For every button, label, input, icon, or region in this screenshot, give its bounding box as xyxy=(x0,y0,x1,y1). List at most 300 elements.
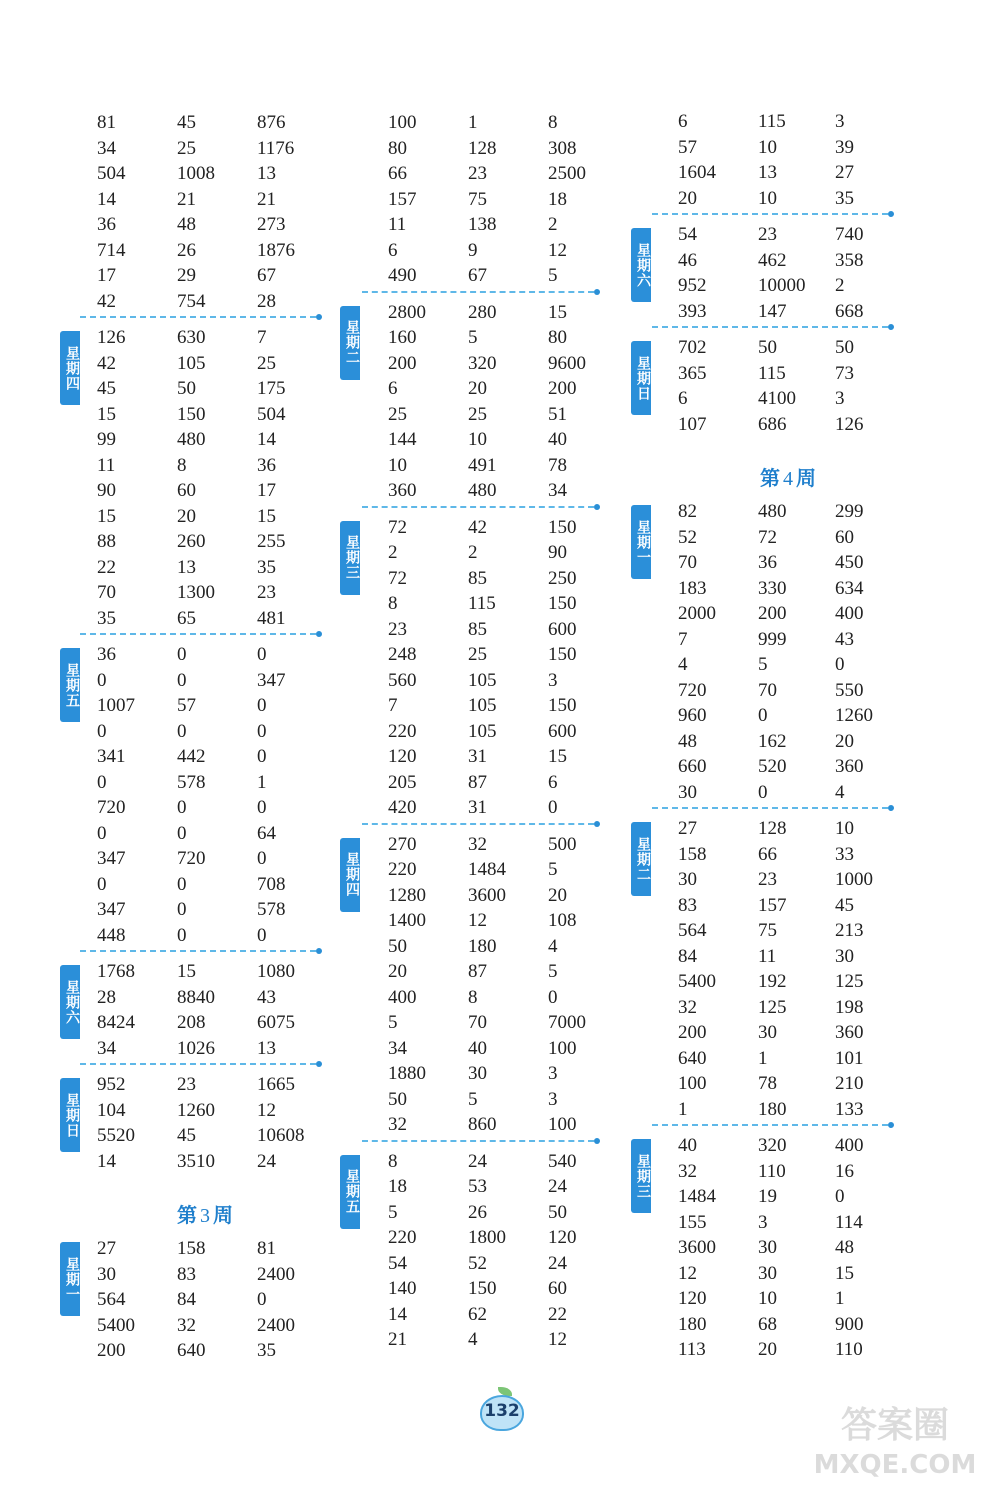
answer-value: 43 xyxy=(257,986,276,1008)
weekday-tab: 星期五 xyxy=(340,1155,360,1229)
answer-value: 54 xyxy=(678,224,697,245)
answer-value: 160 xyxy=(388,327,417,348)
answer-row xyxy=(97,161,317,186)
answer-row xyxy=(97,1236,317,1261)
answer-value: 5520 xyxy=(97,1125,135,1146)
answer-value: 3600 xyxy=(678,1237,716,1258)
answer-value: 25 xyxy=(257,352,276,374)
weekday-tab: 星期三 xyxy=(631,1139,651,1213)
answer-value: 52 xyxy=(468,1252,487,1274)
answer-value: 26 xyxy=(468,1201,487,1223)
answer-value: 40 xyxy=(678,1135,697,1156)
answer-value: 754 xyxy=(177,290,206,312)
answer-row xyxy=(388,351,608,376)
answer-value: 23 xyxy=(758,224,777,245)
answer-value: 1176 xyxy=(257,137,295,159)
answer-value: 480 xyxy=(758,501,787,522)
answer-value: 6 xyxy=(548,771,558,793)
answer-value: 480 xyxy=(468,480,497,501)
answer-row xyxy=(678,1097,898,1122)
answer-row xyxy=(97,1338,317,1363)
answer-row xyxy=(388,1036,608,1061)
answer-value: 175 xyxy=(257,378,286,399)
answer-value: 12 xyxy=(548,1329,567,1350)
answer-value: 634 xyxy=(835,577,864,599)
answer-row xyxy=(97,212,317,237)
answer-value: 8 xyxy=(548,112,558,133)
answer-row xyxy=(97,1098,317,1123)
answer-row xyxy=(388,1200,608,1225)
answer-row xyxy=(97,642,317,667)
answer-value: 26 xyxy=(177,239,196,261)
answer-value: 192 xyxy=(758,971,787,992)
answer-value: 120 xyxy=(388,746,417,767)
answer-value: 3 xyxy=(548,669,558,691)
answer-row xyxy=(678,627,898,652)
answer-value: 720 xyxy=(678,679,707,701)
answer-row xyxy=(388,719,608,744)
answer-row xyxy=(678,842,898,867)
answer-row xyxy=(97,1149,317,1174)
answer-value: 133 xyxy=(835,1098,864,1120)
answer-row xyxy=(678,412,898,437)
answer-row xyxy=(388,908,608,933)
answer-row xyxy=(97,959,317,984)
answer-value: 1604 xyxy=(678,162,716,183)
answer-row xyxy=(678,1337,898,1362)
answer-value: 200 xyxy=(548,378,577,399)
answer-value: 10 xyxy=(835,818,854,839)
answer-value: 200 xyxy=(97,1340,126,1361)
answer-value: 1080 xyxy=(257,961,295,982)
weekday-tab: 星期四 xyxy=(340,838,360,912)
answer-value: 15 xyxy=(548,301,567,323)
answer-value: 273 xyxy=(257,214,286,235)
answer-value: 15 xyxy=(548,746,567,767)
answer-row xyxy=(678,186,898,211)
answer-value: 1260 xyxy=(177,1099,215,1121)
answer-row xyxy=(97,1313,317,1338)
answer-row xyxy=(678,576,898,601)
answer-value: 14 xyxy=(257,429,276,450)
answer-row xyxy=(388,795,608,820)
answer-value: 393 xyxy=(678,300,707,322)
answer-value: 45 xyxy=(177,1125,196,1146)
answer-value: 16 xyxy=(835,1160,854,1182)
dashed-separator xyxy=(652,807,888,809)
answer-row xyxy=(678,703,898,728)
answer-value: 70 xyxy=(97,582,116,603)
answer-row xyxy=(678,1133,898,1158)
answer-value: 480 xyxy=(177,429,206,450)
answer-row xyxy=(97,478,317,503)
answer-row xyxy=(678,1261,898,1286)
answer-value: 36 xyxy=(97,644,116,665)
answer-value: 0 xyxy=(257,848,267,869)
answer-value: 100 xyxy=(548,1114,577,1135)
answer-value: 1 xyxy=(468,112,478,133)
answer-value: 115 xyxy=(468,593,496,614)
answer-value: 105 xyxy=(468,720,497,742)
answer-value: 138 xyxy=(468,214,497,235)
answer-value: 2000 xyxy=(678,603,716,624)
answer-value: 67 xyxy=(468,265,487,286)
answer-value: 157 xyxy=(388,188,417,210)
answer-value: 630 xyxy=(177,327,206,348)
answer-value: 60 xyxy=(548,1278,567,1299)
week-suffix: 周 xyxy=(213,1203,233,1227)
answer-value: 3510 xyxy=(177,1150,215,1172)
answer-value: 180 xyxy=(468,935,497,957)
answer-row xyxy=(97,923,317,948)
answer-value: 50 xyxy=(388,1088,407,1110)
answer-value: 1768 xyxy=(97,961,135,982)
answer-value: 0 xyxy=(835,1186,845,1207)
answer-value: 84 xyxy=(177,1289,196,1310)
answer-value: 22 xyxy=(97,556,116,578)
answer-value: 5 xyxy=(388,1201,398,1223)
answer-row xyxy=(388,1302,608,1327)
answer-value: 250 xyxy=(548,567,577,589)
answer-value: 686 xyxy=(758,413,787,435)
answer-value: 11 xyxy=(758,945,777,967)
answer-value: 2 xyxy=(468,542,478,563)
answer-value: 1 xyxy=(758,1047,768,1069)
answer-row xyxy=(388,642,608,667)
answer-row xyxy=(388,187,608,212)
answer-value: 85 xyxy=(468,567,487,589)
answer-value: 24 xyxy=(257,1150,276,1172)
answer-value: 78 xyxy=(758,1073,777,1094)
answer-value: 491 xyxy=(468,454,497,476)
answer-row xyxy=(388,857,608,882)
answer-row xyxy=(678,273,898,298)
answer-value: 341 xyxy=(97,746,126,767)
answer-value: 66 xyxy=(388,163,407,184)
answer-value: 6 xyxy=(678,388,688,409)
week-prefix: 第 xyxy=(760,466,780,490)
answer-value: 25 xyxy=(468,644,487,665)
answer-value: 30 xyxy=(678,781,697,803)
answer-value: 0 xyxy=(835,654,845,675)
answer-value: 50 xyxy=(835,337,854,358)
answer-value: 25 xyxy=(468,403,487,425)
answer-value: 128 xyxy=(758,818,787,839)
answer-value: 2800 xyxy=(388,301,426,323)
answer-value: 0 xyxy=(177,644,187,665)
answer-row xyxy=(388,161,608,186)
answer-row xyxy=(678,918,898,943)
answer-value: 0 xyxy=(548,797,558,818)
answer-value: 1 xyxy=(257,771,267,793)
answer-row xyxy=(388,1225,608,1250)
answer-value: 101 xyxy=(835,1047,864,1069)
answer-value: 1484 xyxy=(468,859,506,880)
answer-value: 12 xyxy=(468,910,487,931)
answer-value: 10 xyxy=(758,1288,777,1309)
answer-value: 147 xyxy=(758,300,787,322)
answer-value: 40 xyxy=(548,429,567,450)
answer-value: 50 xyxy=(388,935,407,957)
weekday-tab: 星期二 xyxy=(631,822,651,896)
answer-value: 205 xyxy=(388,771,417,793)
answer-value: 14 xyxy=(388,1303,407,1325)
answer-value: 27 xyxy=(97,1238,116,1259)
answer-value: 952 xyxy=(97,1074,126,1095)
weekday-tab: 星期一 xyxy=(631,505,651,579)
answer-value: 2 xyxy=(548,214,558,235)
answer-value: 105 xyxy=(468,695,497,716)
answer-value: 0 xyxy=(177,873,187,895)
answer-value: 110 xyxy=(758,1160,786,1182)
answer-row xyxy=(388,376,608,401)
answer-row xyxy=(97,402,317,427)
answer-row xyxy=(388,263,608,288)
answer-value: 220 xyxy=(388,859,417,880)
answer-value: 126 xyxy=(97,327,126,348)
answer-value: 6 xyxy=(388,239,398,261)
answer-value: 155 xyxy=(678,1211,707,1233)
answer-value: 0 xyxy=(177,797,187,818)
answer-value: 83 xyxy=(678,894,697,916)
answer-value: 100 xyxy=(548,1037,577,1059)
answer-value: 6 xyxy=(678,111,688,132)
dashed-separator xyxy=(362,823,594,825)
dashed-separator xyxy=(362,291,594,293)
answer-row xyxy=(678,816,898,841)
answer-value: 860 xyxy=(468,1114,497,1135)
answer-value: 23 xyxy=(758,869,777,890)
answer-value: 15 xyxy=(177,961,196,982)
answer-value: 1026 xyxy=(177,1037,215,1059)
answer-value: 3 xyxy=(835,111,845,132)
weekday-tab: 星期日 xyxy=(631,341,651,415)
answer-value: 90 xyxy=(548,542,567,563)
week-prefix: 第 xyxy=(177,1203,197,1227)
answer-value: 4100 xyxy=(758,388,796,409)
answer-value: 48 xyxy=(835,1237,854,1258)
answer-value: 72 xyxy=(758,526,777,548)
answer-row xyxy=(97,897,317,922)
answer-row xyxy=(97,1010,317,1035)
answer-row xyxy=(678,1210,898,1235)
answer-value: 1880 xyxy=(388,1063,426,1084)
watermark-logo xyxy=(800,1395,990,1485)
answer-row xyxy=(388,566,608,591)
answer-value: 72 xyxy=(388,516,407,538)
answer-value: 365 xyxy=(678,362,707,384)
answer-value: 347 xyxy=(257,669,286,691)
answer-value: 105 xyxy=(177,352,206,374)
answer-row xyxy=(388,1251,608,1276)
answer-value: 0 xyxy=(97,822,107,844)
weekday-tab: 星期日 xyxy=(60,1078,80,1152)
answer-row xyxy=(678,1286,898,1311)
answer-value: 120 xyxy=(548,1227,577,1248)
answer-value: 57 xyxy=(177,695,196,716)
answer-value: 20 xyxy=(468,378,487,399)
answer-value: 80 xyxy=(388,137,407,159)
answer-row xyxy=(678,944,898,969)
answer-row xyxy=(678,1071,898,1096)
answer-row xyxy=(678,222,898,247)
weekday-tab: 星期六 xyxy=(60,965,80,1039)
answer-value: 358 xyxy=(835,249,864,271)
answer-value: 60 xyxy=(835,526,854,548)
answer-value: 50 xyxy=(548,1201,567,1223)
answer-row xyxy=(388,300,608,325)
answer-row xyxy=(678,995,898,1020)
answer-value: 6 xyxy=(388,378,398,399)
answer-value: 32 xyxy=(388,1114,407,1135)
answer-row xyxy=(678,969,898,994)
answer-value: 120 xyxy=(678,1288,707,1309)
answer-value: 308 xyxy=(548,137,577,159)
answer-value: 20 xyxy=(835,730,854,752)
answer-row xyxy=(97,504,317,529)
answer-value: 150 xyxy=(177,403,206,425)
answer-value: 578 xyxy=(177,771,206,793)
answer-row xyxy=(97,795,317,820)
answer-value: 400 xyxy=(835,1135,864,1156)
answer-value: 21 xyxy=(388,1329,407,1350)
answer-row xyxy=(97,427,317,452)
week-heading xyxy=(177,1199,233,1228)
answer-value: 30 xyxy=(835,945,854,967)
answer-value: 11 xyxy=(388,214,407,235)
answer-value: 702 xyxy=(678,337,707,358)
answer-row xyxy=(678,678,898,703)
answer-value: 27 xyxy=(678,818,697,839)
answer-value: 520 xyxy=(758,756,787,777)
answer-value: 68 xyxy=(758,1313,777,1335)
answer-value: 21 xyxy=(257,188,276,210)
answer-value: 4 xyxy=(548,935,558,957)
answer-row xyxy=(97,136,317,161)
answer-value: 714 xyxy=(97,239,126,261)
answer-value: 35 xyxy=(257,1340,276,1361)
answer-row xyxy=(97,580,317,605)
answer-value: 0 xyxy=(257,720,267,742)
answer-value: 25 xyxy=(388,403,407,425)
answer-value: 7000 xyxy=(548,1012,586,1033)
answer-value: 18 xyxy=(548,188,567,210)
answer-row xyxy=(388,693,608,718)
answer-value: 28 xyxy=(97,986,116,1008)
answer-row xyxy=(388,617,608,642)
answer-value: 10000 xyxy=(758,275,806,296)
answer-value: 115 xyxy=(758,362,786,384)
answer-value: 876 xyxy=(257,112,286,133)
answer-row xyxy=(97,351,317,376)
answer-value: 3600 xyxy=(468,884,506,906)
answer-value: 54 xyxy=(388,1252,407,1274)
answer-value: 600 xyxy=(548,720,577,742)
answer-value: 4 xyxy=(678,654,688,675)
answer-value: 43 xyxy=(835,628,854,650)
answer-value: 36 xyxy=(97,214,116,235)
answer-value: 1665 xyxy=(257,1074,295,1095)
answer-row xyxy=(388,1276,608,1301)
answer-value: 90 xyxy=(97,480,116,501)
answer-row xyxy=(388,1149,608,1174)
answer-row xyxy=(97,1036,317,1061)
answer-value: 347 xyxy=(97,899,126,920)
answer-value: 24 xyxy=(548,1176,567,1197)
answer-row xyxy=(388,883,608,908)
answer-value: 504 xyxy=(257,403,286,425)
answer-value: 2400 xyxy=(257,1263,295,1285)
watermark-line1: 答案圈 xyxy=(840,1405,950,1446)
answer-value: 1000 xyxy=(835,869,873,890)
answer-row xyxy=(97,821,317,846)
answer-value: 65 xyxy=(177,607,196,629)
answer-value: 110 xyxy=(835,1339,863,1360)
answer-value: 400 xyxy=(388,986,417,1008)
answer-value: 126 xyxy=(835,413,864,435)
answer-value: 2400 xyxy=(257,1314,295,1336)
answer-value: 113 xyxy=(678,1339,706,1360)
answer-value: 0 xyxy=(758,705,768,726)
answer-value: 5 xyxy=(468,327,478,348)
answer-value: 66 xyxy=(758,843,777,865)
answer-value: 1 xyxy=(678,1098,688,1120)
answer-value: 198 xyxy=(835,996,864,1018)
answer-value: 67 xyxy=(257,265,276,286)
answer-row xyxy=(388,591,608,616)
answer-value: 45 xyxy=(835,894,854,916)
answer-value: 320 xyxy=(468,352,497,374)
answer-value: 23 xyxy=(177,1074,196,1095)
answer-value: 104 xyxy=(97,1099,126,1121)
answer-value: 420 xyxy=(388,797,417,818)
answer-value: 115 xyxy=(758,111,786,132)
weekday-tab: 星期三 xyxy=(340,521,360,595)
answer-value: 960 xyxy=(678,705,707,726)
answer-row xyxy=(388,540,608,565)
answer-value: 35 xyxy=(97,607,116,629)
answer-value: 11 xyxy=(97,454,116,476)
answer-value: 30 xyxy=(758,1262,777,1284)
answer-value: 150 xyxy=(548,516,577,538)
answer-value: 255 xyxy=(257,531,286,552)
answer-row xyxy=(97,187,317,212)
answer-value: 20 xyxy=(177,505,196,527)
answer-value: 3 xyxy=(758,1211,768,1233)
answer-value: 24 xyxy=(548,1252,567,1274)
answer-value: 1400 xyxy=(388,910,426,931)
answer-value: 183 xyxy=(678,577,707,599)
answer-value: 0 xyxy=(97,669,107,691)
answer-value: 45 xyxy=(97,378,116,399)
answer-value: 490 xyxy=(388,265,417,286)
answer-row xyxy=(97,110,317,135)
answer-row xyxy=(678,499,898,524)
answer-value: 0 xyxy=(257,924,267,946)
answer-value: 18 xyxy=(388,1176,407,1197)
answer-row xyxy=(388,402,608,427)
answer-value: 158 xyxy=(678,843,707,865)
answer-row xyxy=(678,361,898,386)
answer-value: 360 xyxy=(388,480,417,501)
answer-value: 8 xyxy=(177,454,187,476)
answer-value: 10 xyxy=(758,187,777,209)
answer-value: 180 xyxy=(678,1313,707,1335)
answer-row xyxy=(678,335,898,360)
dashed-separator xyxy=(652,1124,888,1126)
answer-row xyxy=(678,1159,898,1184)
answer-value: 100 xyxy=(678,1073,707,1094)
